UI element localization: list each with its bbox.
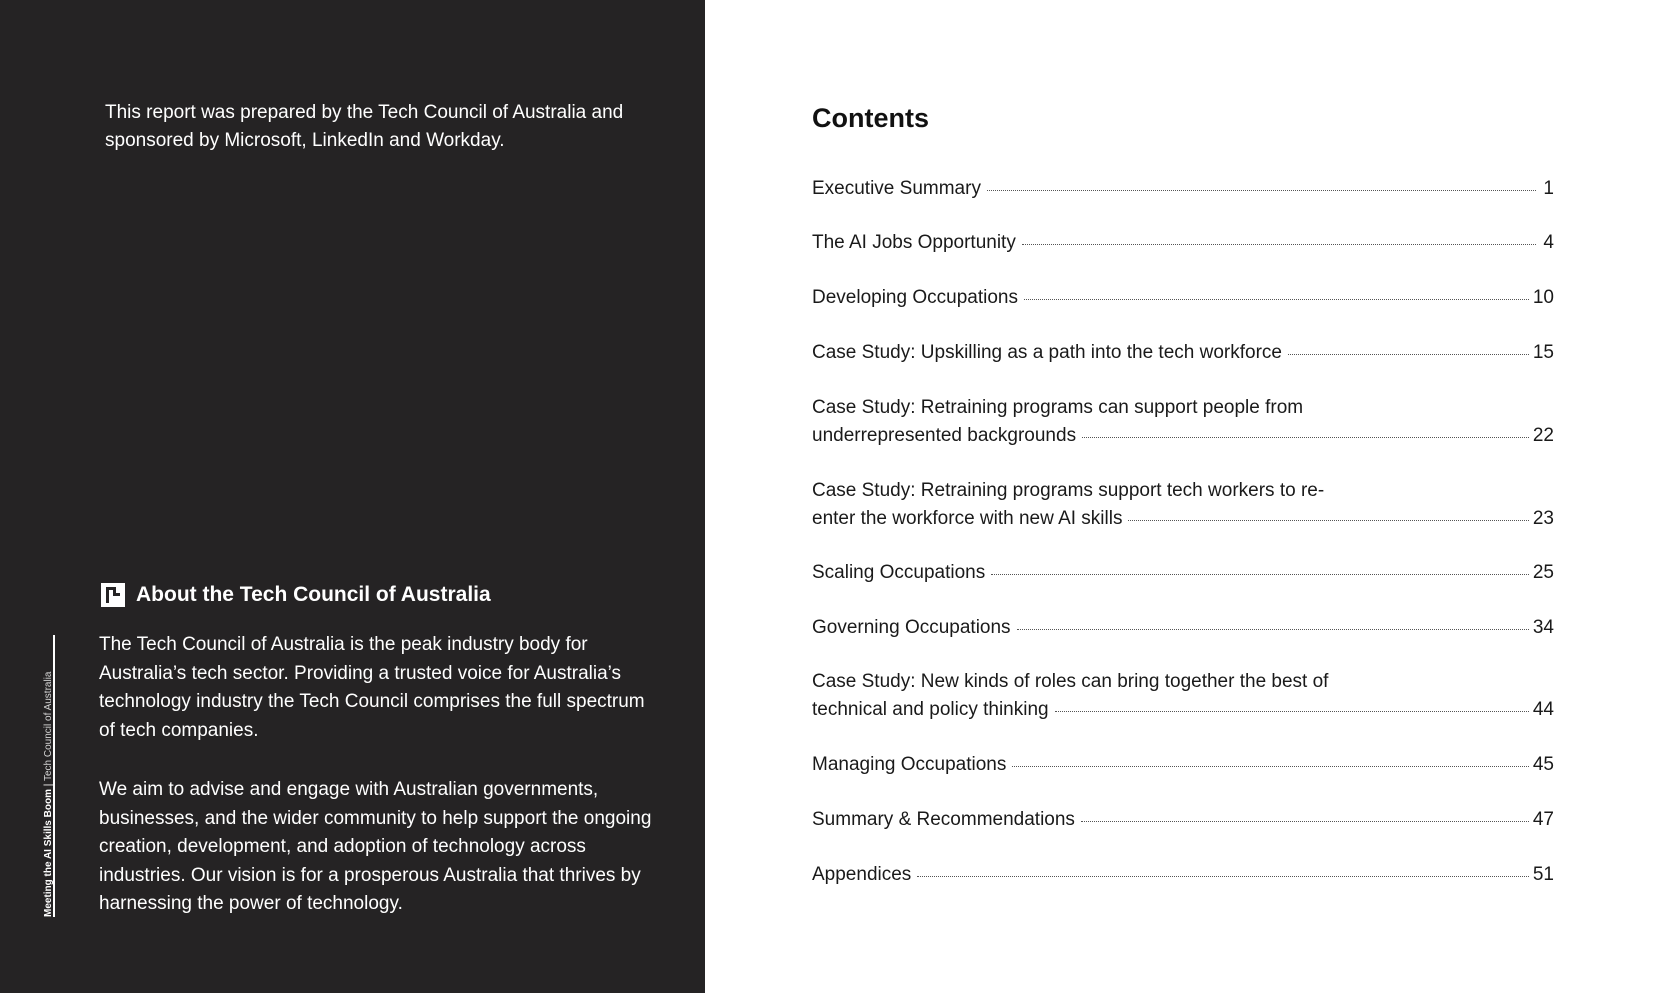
toc-row	[812, 614, 1554, 642]
toc-row	[812, 339, 1554, 367]
contents-title: Contents	[812, 103, 929, 133]
toc-row	[812, 861, 1554, 889]
toc-page-number: 47	[1532, 809, 1554, 830]
dot-leader	[1017, 629, 1529, 630]
toc-row	[812, 505, 1554, 533]
toc-row	[812, 175, 1554, 203]
toc-entry-label: Developing Occupations	[812, 287, 1018, 308]
toc-entry[interactable]	[812, 806, 1554, 834]
toc-row	[812, 696, 1554, 724]
toc-row	[812, 284, 1554, 312]
toc-page-number: 34	[1532, 617, 1554, 638]
toc-entry[interactable]	[812, 668, 1554, 724]
footer-separator: |	[43, 783, 54, 787]
toc-entry[interactable]	[812, 339, 1554, 367]
sponsor-note: This report was prepared by the Tech Council of Australia and sponsored by Microsoft, LinkedIn and Workday.	[105, 102, 624, 151]
toc-entry-label-line: Case Study: Retraining programs support tech workers to re-	[812, 480, 1325, 501]
about-title: About the Tech Council of Australia	[136, 583, 491, 606]
about-heading	[101, 583, 491, 607]
toc-entry[interactable]	[812, 559, 1554, 587]
dot-leader	[917, 876, 1529, 877]
toc-entry[interactable]	[812, 284, 1554, 312]
toc-entry-label: Scaling Occupations	[812, 562, 986, 583]
toc-page-number: 23	[1532, 508, 1554, 529]
toc-entry[interactable]	[812, 229, 1554, 257]
toc-entry[interactable]	[812, 751, 1554, 779]
dot-leader	[1288, 354, 1529, 355]
toc-entry-label: Executive Summary	[812, 178, 981, 199]
toc-entry-label: Governing Occupations	[812, 617, 1011, 638]
toc-entry-label: The AI Jobs Opportunity	[812, 232, 1016, 253]
dot-leader	[991, 574, 1529, 575]
toc-entry[interactable]	[812, 477, 1554, 533]
toc-entry[interactable]	[812, 175, 1554, 203]
toc-row	[812, 229, 1554, 257]
dot-leader	[987, 190, 1536, 191]
contents-page	[705, 0, 1654, 993]
toc-row	[812, 806, 1554, 834]
toc-page-number: 1	[1543, 178, 1554, 199]
tech-council-logo-icon	[101, 583, 125, 607]
toc-entry[interactable]	[812, 394, 1554, 450]
toc-page-number: 45	[1532, 754, 1554, 775]
toc-entry-label: Appendices	[812, 864, 912, 885]
toc-entry-label: enter the workforce with new AI skills	[812, 508, 1123, 529]
toc-row	[812, 559, 1554, 587]
toc-page-number: 4	[1543, 232, 1554, 253]
report-title-label: Meeting the AI Skills Boom	[43, 789, 54, 917]
toc-entry-label: technical and policy thinking	[812, 699, 1049, 720]
dot-leader	[1022, 244, 1536, 245]
about-paragraph-2: We aim to advise and engage with Australian governments, businesses, and the wider community to help support the ongoing creation, development, and adoption of technology across industries. Our vision is for a prosperous Australia that thrives by harnessing the power of technology.	[99, 779, 652, 914]
toc-entry-label: Summary & Recommendations	[812, 809, 1075, 830]
dot-leader	[1082, 437, 1529, 438]
toc-page-number: 15	[1532, 342, 1554, 363]
toc-row	[812, 422, 1554, 450]
dot-leader	[1024, 299, 1529, 300]
toc-entry-label: Case Study: Upskilling as a path into the tech workforce	[812, 342, 1282, 363]
dot-leader	[1081, 821, 1529, 822]
toc-entry-label-line: Case Study: Retraining programs can support people from	[812, 397, 1304, 418]
toc-entry[interactable]	[812, 861, 1554, 889]
toc-page-number: 10	[1532, 287, 1554, 308]
dot-leader	[1128, 520, 1528, 521]
toc-entry-label: Managing Occupations	[812, 754, 1007, 775]
toc-page-number: 51	[1532, 864, 1554, 885]
toc-entry-label-line: Case Study: New kinds of roles can bring together the best of	[812, 671, 1329, 692]
dot-leader	[1012, 766, 1529, 767]
toc-page-number: 44	[1532, 699, 1554, 720]
toc-page-number: 22	[1532, 425, 1554, 446]
organisation-label: Tech Council of Australia	[43, 671, 54, 782]
running-footer	[43, 672, 55, 918]
left-panel	[0, 0, 705, 993]
toc-row	[812, 751, 1554, 779]
about-paragraph-1: The Tech Council of Australia is the peak industry body for Australia’s tech sector. Providing a trusted voice for Australia’s technology industry the Tech Council comprises the full spectrum of tech companies.	[99, 634, 645, 741]
toc-page-number: 25	[1532, 562, 1554, 583]
toc-entry[interactable]	[812, 614, 1554, 642]
dot-leader	[1055, 711, 1529, 712]
toc-entry-label: underrepresented backgrounds	[812, 425, 1077, 446]
